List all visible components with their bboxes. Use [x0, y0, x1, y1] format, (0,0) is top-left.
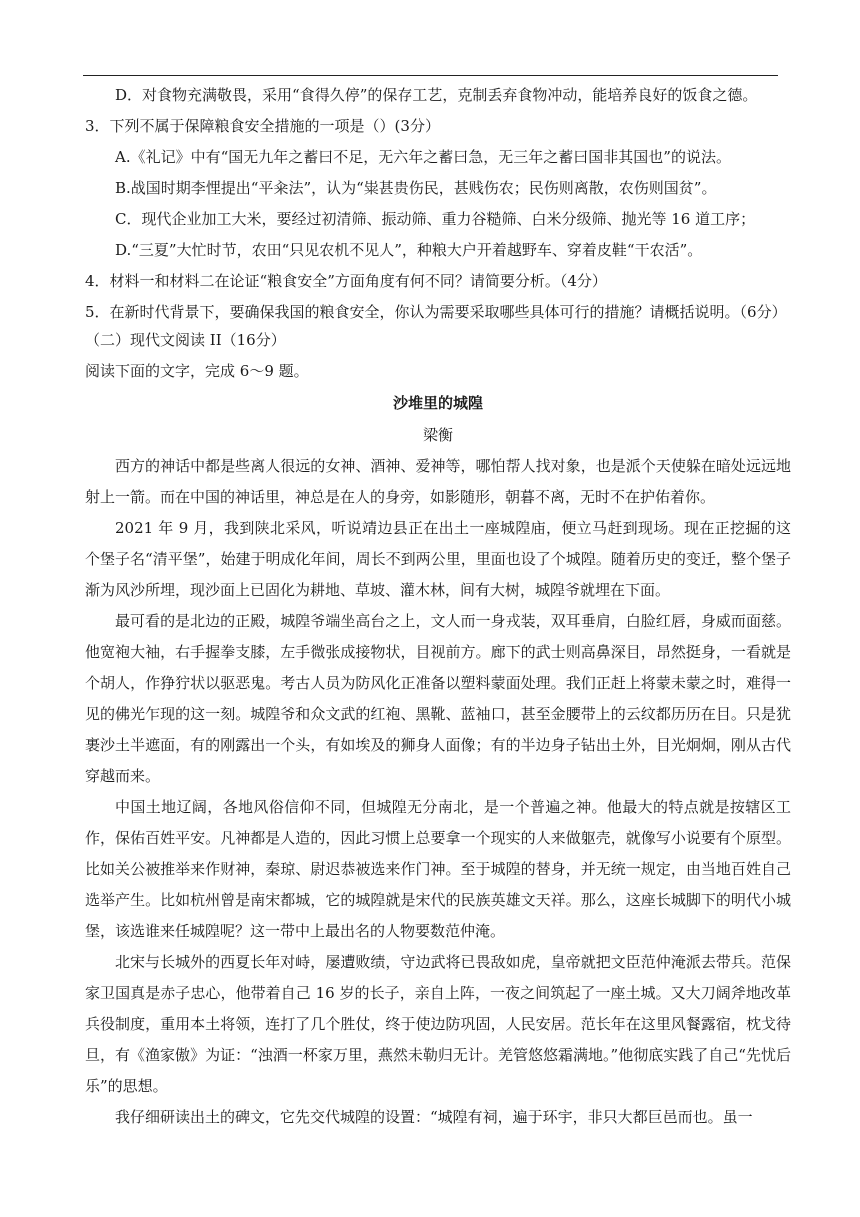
reading-instruction: 阅读下面的文字，完成 6～9 题。	[85, 362, 309, 380]
q3-option-a: A.《礼记》中有“国无九年之蓄曰不足，无六年之蓄曰急，无三年之蓄曰国非其国也”的说法。	[115, 148, 731, 166]
q3-option-c: C．现代企业加工大米，要经过初清筛、振动筛、重力谷糙筛、白米分级筛、抛光等 16 道工序；	[115, 210, 756, 228]
article-paragraph: 中国土地辽阔，各地风俗信仰不同，但城隍无分南北，是一个普遍之神。他最大的特点就是按辖区工作，保佑百姓平安。凡神都是人造的，因此习惯上总要拿一个现实的人来做躯壳，就像写小说要有个原型。比如关公被推举来作财神，秦琼、尉迟恭被选来作门神。至于城隍的替身，并无统一规定，由当地百姓自己选举产生。比如杭州曾是南宋都城，它的城隍就是宋代的民族英雄文天祥。那么，这座长城脚下的明代小城堡，该选谁来任城隍呢？这一带中上最出名的人物要数范仲淹。	[85, 798, 791, 940]
article-paragraph: 我仔细研读出土的碑文，它先交代城隍的设置：“城隍有祠，遍于环宇，非只大都巨邑而也。虽一	[115, 1108, 753, 1126]
article-paragraph: 2021 年 9 月，我到陕北采风，听说靖边县正在出土一座城隍庙，便立马赶到现场。现在正挖掘的这个堡子名“清平堡”，始建于明成化年间，周长不到两公里，里面也设了个城隍。随着历史的变迁，整个堡子渐为风沙所埋，现沙面上已固化为耕地、草坡、灌木林，间有大树，城隍爷就埋在下面。	[85, 519, 791, 599]
article-paragraph: 北宋与长城外的西夏长年对峙，屡遭败绩，守边武将已畏敌如虎，皇帝就把文臣范仲淹派去带兵。范保家卫国真是赤子忠心，他带着自己 16 岁的长子，亲自上阵，一夜之间筑起了一座土城。又大刀阔斧地改革兵役制度，重用本土将领，连打了几个胜仗，终于使边防巩固，人民安居。范长年在这里风餐露宿，枕戈待旦，有《渔家傲》为证：“浊酒一杯家万里，燕然未勒归无计。羌管悠悠霜满地。”他彻底实践了自己“先忧后乐”的思想。	[85, 953, 791, 1095]
q3-stem: 3．下列不属于保障粮食安全措施的一项是（）(3分）	[85, 117, 440, 135]
q2-option-d: D．对食物充满敬畏，采用“食得久停”的保存工艺，克制丢弃食物冲动，能培养良好的饭食之德。	[115, 86, 758, 104]
q4-stem: 4．材料一和材料二在论证“粮食安全”方面角度有何不同？请简要分析。（4分）	[85, 272, 607, 290]
article-author: 梁衡	[422, 426, 453, 444]
article-paragraph: 西方的神话中都是些离人很远的女神、酒神、爱神等，哪怕帮人找对象，也是派个天使躲在暗处远远地射上一箭。而在中国的神话里，神总是在人的身旁，如影随形，朝暮不离，无时不在护佑着你。	[85, 457, 791, 506]
exam-page	[85, 80, 791, 1133]
q3-option-b: B.战国时期李悝提出“平籴法”，认为“粜甚贵伤民，甚贱伤农；民伤则离散，农伤则国贫”。	[115, 179, 717, 197]
section-heading: （二）现代文阅读 II（16分）	[85, 331, 286, 349]
q5-stem: 5．在新时代背景下，要确保我国的粮食安全，你认为需要采取哪些具体可行的措施？请概括说明。（6分）	[85, 303, 787, 321]
article-title: 沙堆里的城隍	[392, 394, 483, 412]
article-paragraph: 最可看的是北边的正殿，城隍爷端坐高台之上，文人而一身戎装，双耳垂肩，白脸红唇，身威而面慈。他宽袍大袖，右手握拳支膝，左手微张成接物状，目视前方。廊下的武士则高鼻深目，昂然挺身，一看就是个胡人，作狰狞状以驱恶鬼。考古人员为防风化正准备以塑料蒙面处理。我们正赶上将蒙未蒙之时，难得一见的佛光乍现的这一刻。城隍爷和众文武的红袍、黑靴、蓝袖口，甚至金腰带上的云纹都历历在目。只是犹裹沙土半遮面，有的刚露出一个头，有如埃及的狮身人面像；有的半边身子钻出土外，目光炯炯，刚从古代穿越而来。	[85, 612, 791, 785]
header-rule	[83, 75, 778, 76]
q3-option-d: D.“三夏”大忙时节，农田“只见农机不见人”，种粮大户开着越野车、穿着皮鞋“干农活”。	[115, 241, 703, 259]
